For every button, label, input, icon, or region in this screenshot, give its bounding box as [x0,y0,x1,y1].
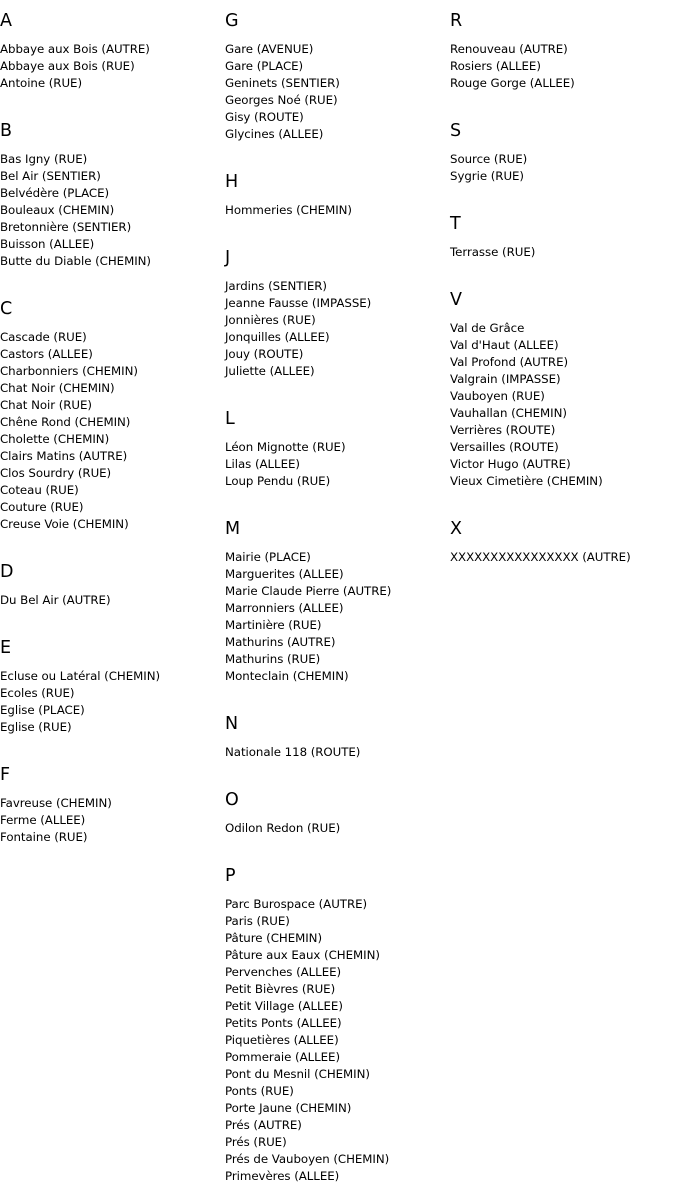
street-list [450,151,675,203]
street-entry: Ecoles (RUE) [0,686,75,700]
street-entry: Odilon Redon (RUE) [225,821,341,835]
letter-group-a [0,10,225,110]
street-entry: Jonquilles (ALLEE) [225,330,330,344]
street-list [225,439,450,508]
letter-group-t [450,213,675,279]
street-list [0,592,225,627]
letter-group-h [225,171,450,237]
letter-heading: R [450,11,463,31]
street-entry: Léon Mignotte (RUE) [225,440,346,454]
street-entry: Pont du Mesnil (CHEMIN) [225,1067,370,1081]
street-index-column-1 [0,0,225,864]
street-entry: Coteau (RUE) [0,483,79,497]
street-entry: Val Profond (AUTRE) [450,355,569,369]
street-entry: Belvédère (PLACE) [0,186,110,200]
letter-heading: O [225,790,239,810]
street-entry: Gisy (ROUTE) [225,110,304,124]
street-entry: Petit Village (ALLEE) [225,999,343,1013]
street-entry: Hommeries (CHEMIN) [225,203,352,217]
street-entry: Georges Noé (RUE) [225,93,338,107]
street-list [225,41,450,161]
street-list [0,795,225,864]
street-list [450,244,675,279]
letter-heading: E [0,638,12,658]
street-entry: Chat Noir (RUE) [0,398,92,412]
letter-group-n [225,713,450,779]
street-list [0,41,225,110]
street-entry: Jouy (ROUTE) [225,347,304,361]
street-entry: Bas Igny (RUE) [0,152,88,166]
street-list [450,320,675,508]
street-entry: Pâture (CHEMIN) [225,931,323,945]
street-entry: Chêne Rond (CHEMIN) [0,415,131,429]
street-entry: Piquetières (ALLEE) [225,1033,339,1047]
street-entry: Prés (AUTRE) [225,1118,302,1132]
street-entry: Buisson (ALLEE) [0,237,95,251]
letter-heading: C [0,299,13,319]
street-entry: Petit Bièvres (RUE) [225,982,336,996]
letter-group-c [0,298,225,551]
street-entry: Versailles (ROUTE) [450,440,559,454]
street-entry: Charbonniers (CHEMIN) [0,364,138,378]
street-entry: Terrasse (RUE) [450,245,536,259]
street-entry: Antoine (RUE) [0,76,82,90]
letter-heading: M [225,519,241,539]
street-entry: Loup Pendu (RUE) [225,474,331,488]
street-entry: Butte du Diable (CHEMIN) [0,254,151,268]
letter-heading: V [450,290,462,310]
letter-group-p [225,865,450,1203]
letter-group-s [450,120,675,203]
street-list [225,549,450,703]
street-entry: Mathurins (RUE) [225,652,321,666]
street-entry: Monteclain (CHEMIN) [225,669,349,683]
street-entry: Marronniers (ALLEE) [225,601,344,615]
street-list [0,151,225,288]
street-entry: Jeanne Fausse (IMPASSE) [225,296,372,310]
letter-heading: H [225,172,239,192]
street-entry: Rouge Gorge (ALLEE) [450,76,575,90]
street-index-column-2 [225,0,450,1203]
street-entry: Eglise (RUE) [0,720,72,734]
street-entry: Val d'Haut (ALLEE) [450,338,559,352]
street-entry: Verrières (ROUTE) [450,423,556,437]
street-entry: Pommeraie (ALLEE) [225,1050,340,1064]
street-entry: Pervenches (ALLEE) [225,965,342,979]
street-entry: Ecluse ou Latéral (CHEMIN) [0,669,161,683]
street-entry: Clos Sourdry (RUE) [0,466,112,480]
street-list [225,820,450,855]
street-entry: Creuse Voie (CHEMIN) [0,517,129,531]
street-index-column-3 [450,0,675,584]
street-entry: Prés (RUE) [225,1135,287,1149]
letter-group-v [450,289,675,508]
street-entry: Bretonnière (SENTIER) [0,220,132,234]
street-entry: Marie Claude Pierre (AUTRE) [225,584,392,598]
street-entry: Lilas (ALLEE) [225,457,300,471]
letter-heading: G [225,11,239,31]
street-entry: Abbaye aux Bois (RUE) [0,59,135,73]
street-entry: Eglise (PLACE) [0,703,85,717]
letter-heading: F [0,765,11,785]
letter-heading: S [450,121,462,141]
letter-heading: P [225,866,236,886]
street-list [225,896,450,1203]
street-entry: Martinière (RUE) [225,618,322,632]
street-entry: Du Bel Air (AUTRE) [0,593,111,607]
street-list [225,278,450,398]
letter-group-l [225,408,450,508]
letter-heading: J [225,248,231,268]
street-entry: Castors (ALLEE) [0,347,93,361]
street-entry: Ferme (ALLEE) [0,813,86,827]
letter-heading: X [450,519,462,539]
street-entry: Marguerites (ALLEE) [225,567,344,581]
street-entry: Vieux Cimetière (CHEMIN) [450,474,603,488]
street-entry: Sygrie (RUE) [450,169,524,183]
street-entry: Valgrain (IMPASSE) [450,372,561,386]
letter-heading: N [225,714,239,734]
street-entry: Glycines (ALLEE) [225,127,324,141]
street-entry: Source (RUE) [450,152,528,166]
street-entry: Renouveau (AUTRE) [450,42,568,56]
street-entry: Prés de Vauboyen (CHEMIN) [225,1152,390,1166]
street-entry: Favreuse (CHEMIN) [0,796,112,810]
street-entry: Jonnières (RUE) [225,313,316,327]
street-entry: Gare (PLACE) [225,59,304,73]
street-entry: Val de Grâce [450,321,525,335]
letter-heading: A [0,11,12,31]
street-entry: Paris (RUE) [225,914,290,928]
street-list [450,549,675,584]
letter-group-x [450,518,675,584]
street-entry: Clairs Matins (AUTRE) [0,449,128,463]
letter-heading: B [0,121,13,141]
street-entry: Victor Hugo (AUTRE) [450,457,571,471]
street-entry: Jardins (SENTIER) [225,279,327,293]
street-entry: Fontaine (RUE) [0,830,88,844]
letter-heading: T [450,214,461,234]
street-entry: Nationale 118 (ROUTE) [225,745,361,759]
street-list [225,744,450,779]
street-entry: Abbaye aux Bois (AUTRE) [0,42,150,56]
letter-heading: D [0,562,14,582]
street-entry: Cascade (RUE) [0,330,87,344]
letter-group-b [0,120,225,288]
letter-heading: L [225,409,235,429]
street-entry: XXXXXXXXXXXXXXXX (AUTRE) [450,550,631,564]
street-entry: Rosiers (ALLEE) [450,59,541,73]
street-entry: Bouleaux (CHEMIN) [0,203,115,217]
street-entry: Cholette (CHEMIN) [0,432,110,446]
street-entry: Juliette (ALLEE) [225,364,315,378]
street-entry: Bel Air (SENTIER) [0,169,101,183]
street-entry: Couture (RUE) [0,500,84,514]
street-entry: Vauboyen (RUE) [450,389,545,403]
street-entry: Gare (AVENUE) [225,42,314,56]
street-entry: Porte Jaune (CHEMIN) [225,1101,352,1115]
street-entry: Chat Noir (CHEMIN) [0,381,115,395]
street-list [450,41,675,110]
street-list [0,668,225,754]
street-entry: Parc Burospace (AUTRE) [225,897,368,911]
street-entry: Geninets (SENTIER) [225,76,340,90]
street-entry: Ponts (RUE) [225,1084,294,1098]
letter-group-f [0,764,225,864]
street-list [225,202,450,237]
street-list [0,329,225,551]
street-entry: Primevères (ALLEE) [225,1169,340,1183]
letter-group-j [225,247,450,398]
street-entry: Vauhallan (CHEMIN) [450,406,567,420]
street-entry: Mairie (PLACE) [225,550,311,564]
letter-group-g [225,10,450,161]
letter-group-e [0,637,225,754]
letter-group-m [225,518,450,703]
letter-group-r [450,10,675,110]
street-entry: Mathurins (AUTRE) [225,635,336,649]
letter-group-o [225,789,450,855]
street-entry: Pâture aux Eaux (CHEMIN) [225,948,380,962]
letter-group-d [0,561,225,627]
street-entry: Petits Ponts (ALLEE) [225,1016,342,1030]
